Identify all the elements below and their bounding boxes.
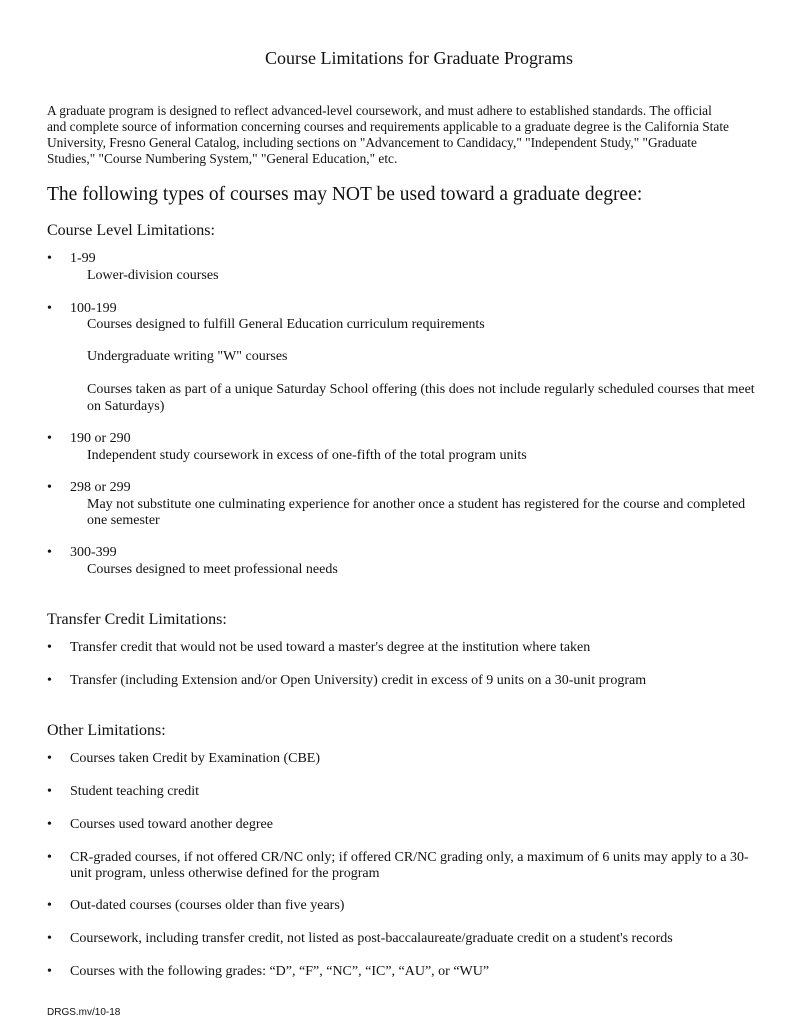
bullet: •: [47, 931, 52, 946]
list-item: Transfer (including Extension and/or Open University) credit in excess of 9 units on a 30-unit program: [70, 673, 647, 688]
course-level-heading: Course Level Limitations:: [47, 222, 215, 239]
bullet: •: [47, 898, 52, 913]
bullet: •: [47, 964, 52, 979]
bullet: •: [47, 850, 52, 865]
transfer-heading: Transfer Credit Limitations:: [47, 611, 227, 628]
bullet: •: [47, 640, 52, 655]
course-range: 190 or 290: [70, 431, 131, 446]
list-item: Out-dated courses (courses older than five years): [70, 898, 345, 913]
course-range: 300-399: [70, 545, 117, 560]
list-item: Student teaching credit: [70, 784, 200, 799]
bullet: •: [47, 784, 52, 799]
intro-line: A graduate program is designed to reflect advanced-level coursework, and must adhere to established standards. The official: [47, 104, 712, 119]
main-heading: The following types of courses may NOT be used toward a graduate degree:: [47, 184, 643, 205]
footer-code: DRGS.mv/10-18: [47, 1007, 121, 1018]
intro-line: and complete source of information concerning courses and requirements applicable to a graduate degree is the California State: [47, 120, 729, 135]
course-desc: Courses taken as part of a unique Saturday School offering (this does not include regularly scheduled courses that meet: [87, 382, 755, 397]
other-heading: Other Limitations:: [47, 722, 166, 739]
course-desc: Independent study coursework in excess of one-fifth of the total program units: [87, 448, 527, 463]
list-item: Courses taken Credit by Examination (CBE): [70, 751, 321, 766]
course-desc: Lower-division courses: [87, 268, 219, 283]
bullet: •: [47, 817, 52, 832]
bullet: •: [47, 545, 52, 560]
course-range: 100-199: [70, 301, 117, 316]
course-desc: May not substitute one culminating experience for another once a student has registered for the course and completed: [87, 497, 746, 512]
bullet: •: [47, 751, 52, 766]
bullet: •: [47, 431, 52, 446]
course-range: 298 or 299: [70, 480, 131, 495]
list-item: Transfer credit that would not be used toward a master's degree at the institution where taken: [70, 640, 591, 655]
list-item: CR-graded courses, if not offered CR/NC only; if offered CR/NC grading only, a maximum of 6 units may apply to a 30-: [70, 850, 749, 865]
course-desc: on Saturdays): [87, 399, 165, 414]
list-item-cont: unit program, unless otherwise defined for the program: [70, 866, 380, 881]
course-desc: Courses designed to fulfill General Education curriculum requirements: [87, 317, 485, 332]
list-item: Coursework, including transfer credit, not listed as post-baccalaureate/graduate credit on a student's records: [70, 931, 673, 946]
list-item: Courses used toward another degree: [70, 817, 273, 832]
page-title: Course Limitations for Graduate Programs: [265, 48, 573, 68]
course-desc: Courses designed to meet professional needs: [87, 562, 338, 577]
course-range: 1-99: [70, 251, 96, 266]
bullet: •: [47, 480, 52, 495]
course-desc: one semester: [87, 513, 160, 528]
intro-line: Studies," "Course Numbering System," "General Education," etc.: [47, 152, 398, 167]
bullet: •: [47, 251, 52, 266]
bullet: •: [47, 301, 52, 316]
bullet: •: [47, 673, 52, 688]
intro-line: University, Fresno General Catalog, including sections on "Advancement to Candidacy," "Independent Study," "Graduate: [47, 136, 697, 151]
list-item: Courses with the following grades: “D”, “F”, “NC”, “IC”, “AU”, or “WU”: [70, 964, 490, 979]
course-desc: Undergraduate writing "W" courses: [87, 349, 288, 364]
